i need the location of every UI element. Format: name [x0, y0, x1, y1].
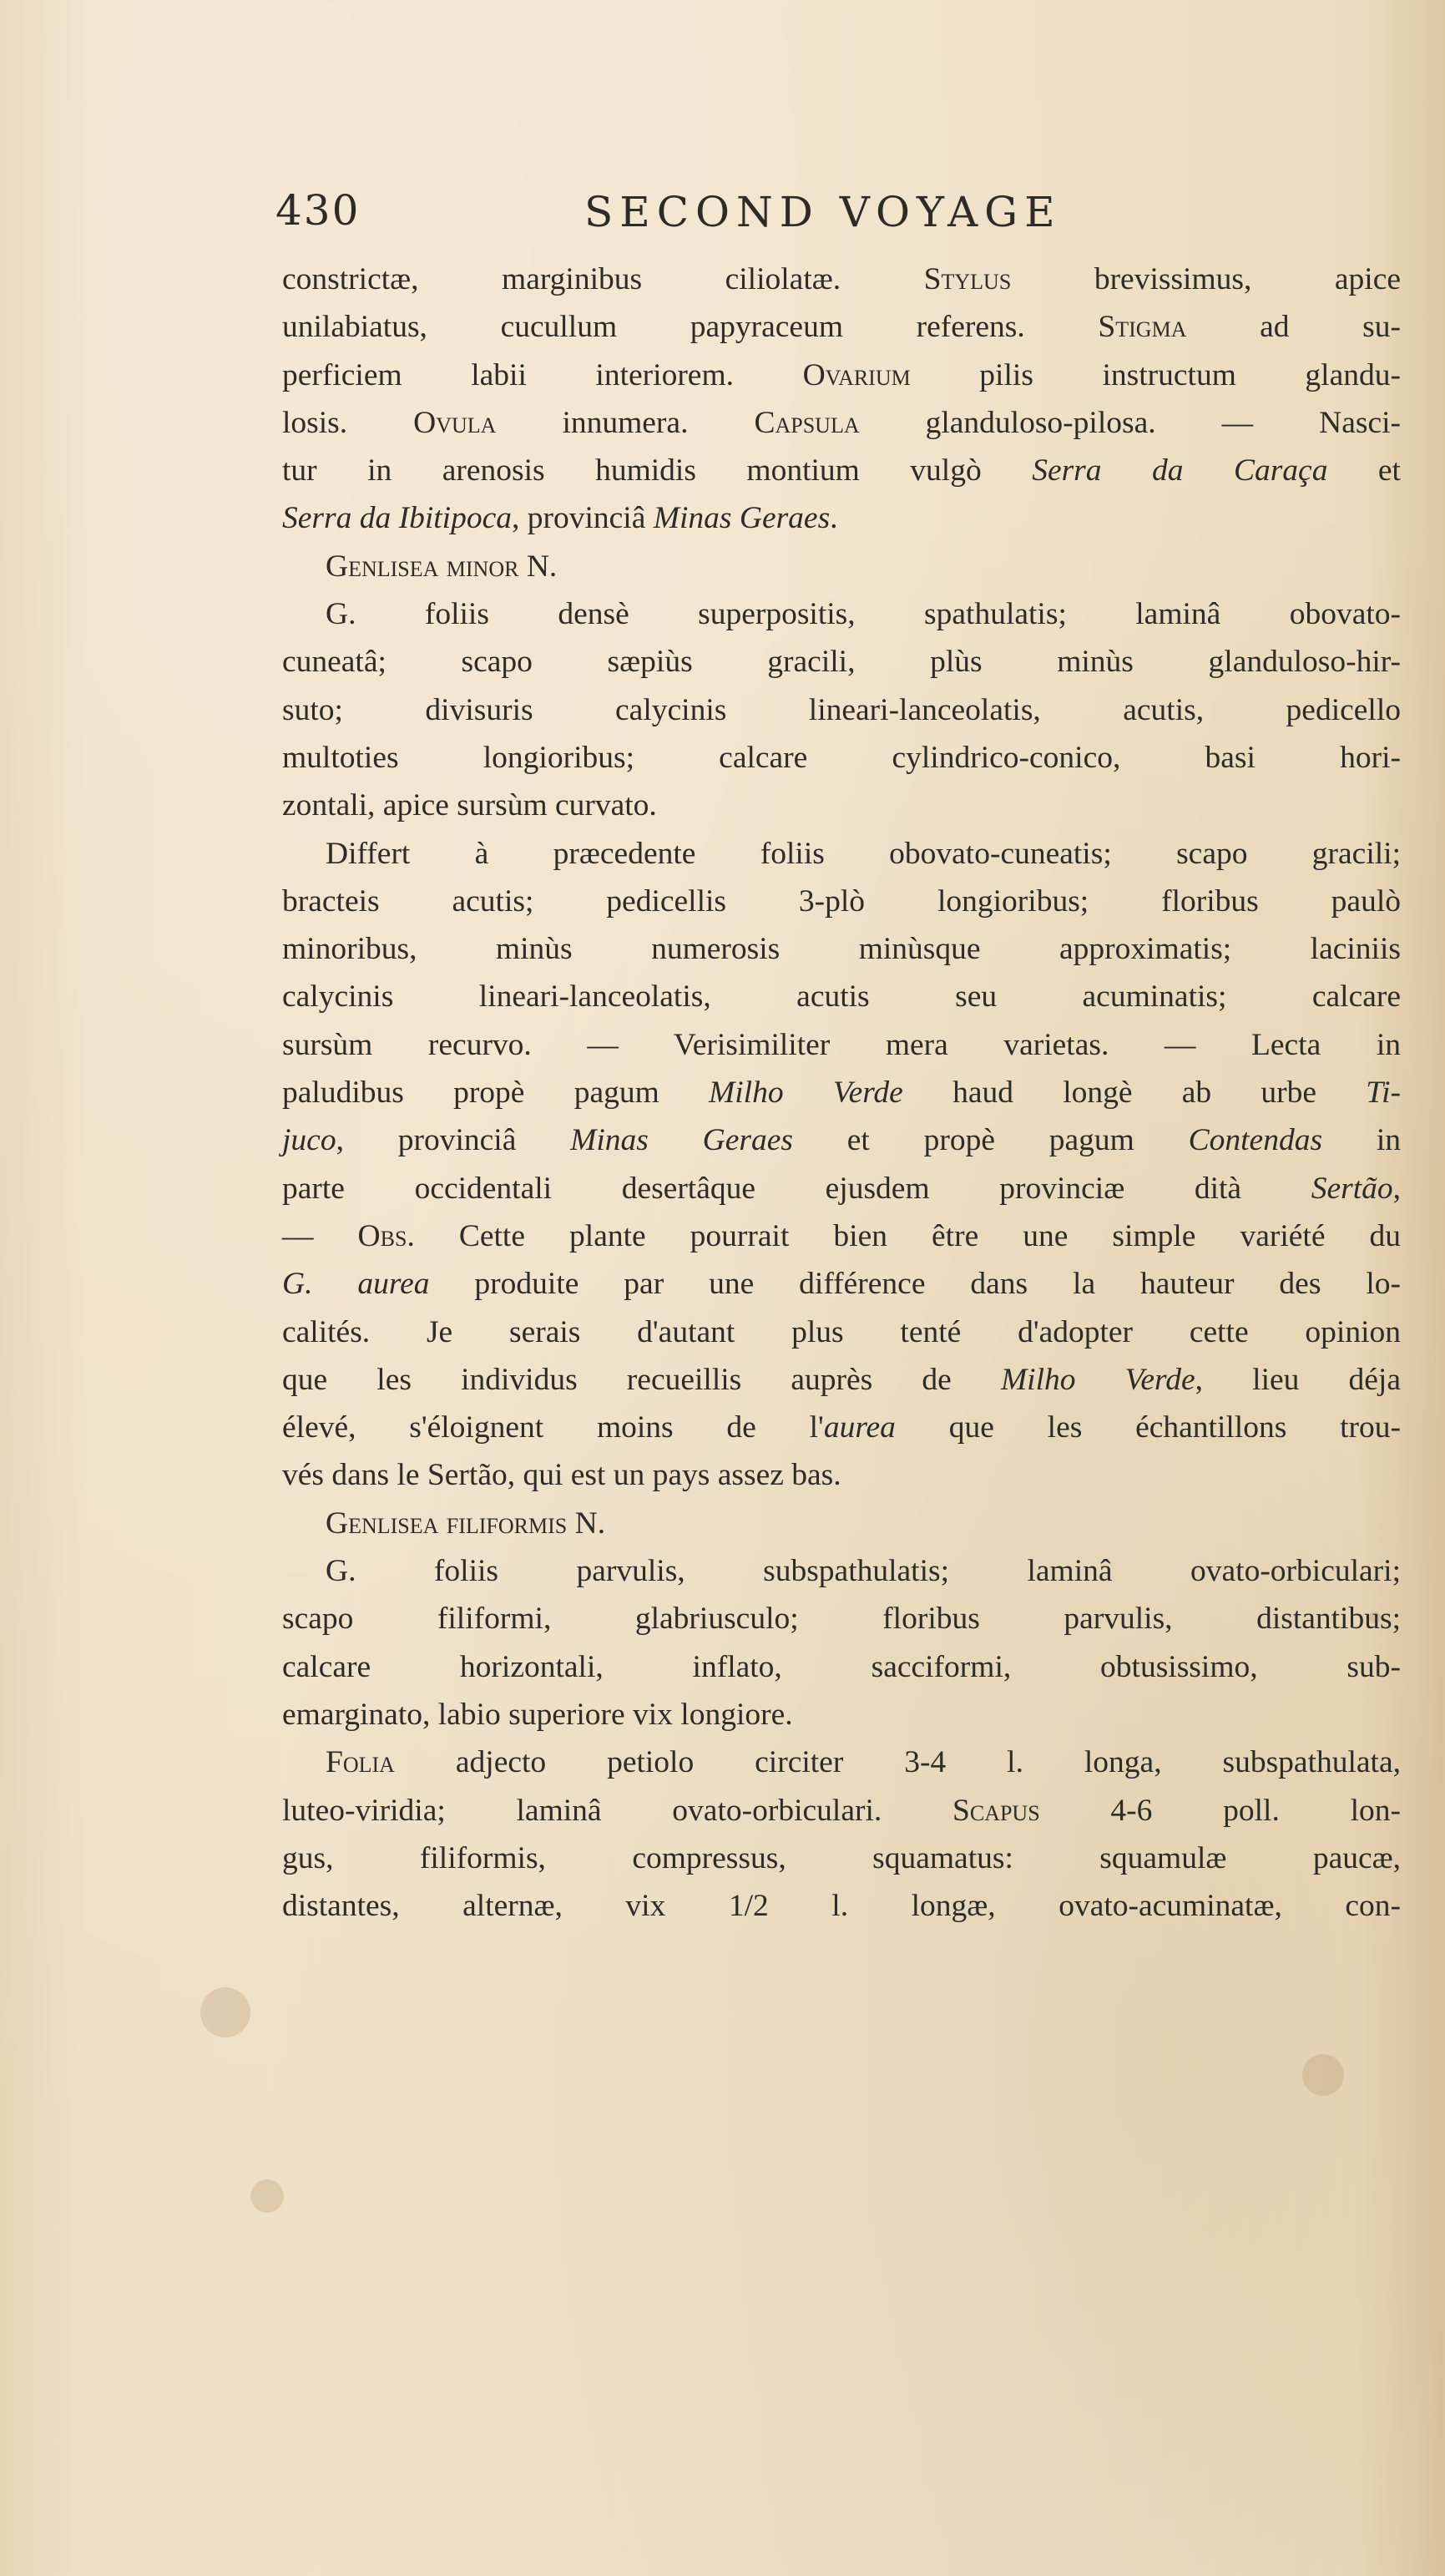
- text-segment: , provinciâ: [511, 501, 654, 536]
- italic-text: Serra da Ibitipoca: [282, 501, 512, 536]
- text-line: [282, 1356, 1401, 1404]
- text-segment: in: [1322, 1123, 1401, 1158]
- text-line: [282, 686, 1401, 734]
- text-segment: G. foliis parvulis, subspathulatis; laminâ ovato-orbiculari;: [326, 1554, 1401, 1589]
- text-segment: calités. Je serais d'autant plus tenté d'adopter cette opinion: [282, 1314, 1401, 1349]
- text-line: [282, 303, 1401, 351]
- small-caps-text: Genlisea minor: [326, 549, 519, 584]
- text-line: [282, 1738, 1401, 1786]
- text-segment: tur in arenosis humidis montium vulgò: [282, 453, 1033, 488]
- text-segment: ,: [1392, 1171, 1401, 1206]
- text-line: [282, 734, 1401, 782]
- text-segment: haud longè ab urbe: [902, 1075, 1367, 1111]
- small-caps-text: Genlisea filiformis: [326, 1506, 568, 1541]
- text-segment: paludibus propè pagum: [282, 1075, 710, 1111]
- text-line: [282, 1691, 1401, 1738]
- text-segment: cuneatâ; scapo sæpiùs gracili, plùs minùs glanduloso-hir-: [282, 645, 1401, 680]
- paper-stain: [1302, 2054, 1344, 2096]
- text-segment: perficiem labii interiorem.: [282, 357, 803, 392]
- text-segment: N.: [567, 1506, 606, 1541]
- text-segment: vés dans le Sertão, qui est un pays assez bas.: [282, 1458, 841, 1493]
- text-segment: gus, filiformis, compressus, squamatus: squamulæ paucæ,: [282, 1840, 1401, 1875]
- page-number: 430: [275, 186, 361, 235]
- text-line: [282, 1021, 1401, 1069]
- text-segment: suto; divisuris calycinis lineari-lanceolatis, acutis, pedicello: [282, 692, 1401, 727]
- text-segment: .: [830, 501, 838, 536]
- small-caps-text: Ovarium: [802, 357, 911, 392]
- text-segment: bracteis acutis; pedicellis 3-plò longioribus; floribus paulò: [282, 883, 1401, 919]
- text-line: [282, 1069, 1401, 1116]
- text-segment: scapo filiformi, glabriusculo; floribus parvulis, distantibus;: [282, 1602, 1401, 1637]
- text-line: [282, 638, 1401, 686]
- italic-text: Serra da Caraça: [1032, 453, 1328, 488]
- paper-stain: [250, 2179, 284, 2213]
- text-line: [282, 1404, 1401, 1451]
- text-line: [282, 543, 1401, 590]
- text-segment: distantes, alternæ, vix 1/2 l. longæ, ovato-acuminatæ, con-: [282, 1889, 1401, 1924]
- text-segment: glanduloso-pilosa. — Nasci-: [859, 405, 1401, 440]
- text-segment: et: [1327, 453, 1401, 488]
- text-line: [282, 1260, 1401, 1308]
- text-line: [282, 1165, 1401, 1212]
- text-segment: calycinis lineari-lanceolatis, acutis seu acuminatis; calcare: [282, 979, 1401, 1015]
- text-line: [282, 973, 1401, 1020]
- italic-text: aurea: [823, 1410, 896, 1445]
- text-line: [282, 1451, 1401, 1499]
- text-segment: parte occidentali desertâque ejusdem provinciæ dità: [282, 1171, 1311, 1206]
- small-caps-text: Ovula: [413, 405, 497, 440]
- page-header: [275, 180, 1127, 246]
- text-line: [282, 1882, 1401, 1930]
- text-segment: . Cette plante pourrait bien être une simple variété du: [407, 1218, 1401, 1253]
- text-line: [282, 399, 1401, 447]
- text-segment: que les individus recueillis auprès de: [282, 1362, 1001, 1397]
- text-segment: unilabiatus, cucullum papyraceum referens.: [282, 310, 1099, 345]
- text-line: [282, 1547, 1401, 1595]
- text-line: [282, 590, 1401, 638]
- text-line: [282, 352, 1401, 399]
- text-segment: emarginato, labio superiore vix longiore.: [282, 1697, 793, 1732]
- text-segment: innumera.: [496, 405, 755, 440]
- italic-text: juco: [282, 1123, 336, 1158]
- text-segment: et propè pagum: [792, 1123, 1189, 1158]
- text-segment: sursùm recurvo. — Verisimiliter mera varietas. — Lecta in: [282, 1027, 1401, 1062]
- text-segment: luteo-viridia; laminâ ovato-orbiculari.: [282, 1793, 952, 1828]
- text-segment: élevé, s'éloignent moins de l': [282, 1410, 824, 1445]
- text-line: [282, 1595, 1401, 1642]
- text-segment: minoribus, minùs numerosis minùsque approximatis; laciniis: [282, 932, 1401, 967]
- text-line: [282, 1787, 1401, 1835]
- text-segment: que les échantillons trou-: [895, 1410, 1401, 1445]
- italic-text: G. aurea: [282, 1267, 430, 1302]
- text-segment: pilis instructum glandu-: [910, 357, 1401, 392]
- text-segment: G. foliis densè superpositis, spathulatis; laminâ obovato-: [326, 597, 1401, 632]
- text-segment: , lieu déja: [1195, 1362, 1401, 1397]
- text-segment: zontali, apice sursùm curvato.: [282, 788, 657, 823]
- small-caps-text: Scapus: [952, 1793, 1040, 1828]
- text-line: [282, 447, 1401, 494]
- paper-stain: [200, 1987, 250, 2037]
- text-segment: adjecto petiolo circiter 3-4 l. longa, subspathulata,: [394, 1745, 1401, 1780]
- text-line: [282, 1643, 1401, 1691]
- text-segment: Differt à præcedente foliis obovato-cuneatis; scapo gracili;: [326, 836, 1401, 871]
- text-line: [282, 1308, 1401, 1356]
- text-segment: brevissimus, apice: [1011, 262, 1401, 296]
- text-segment: ad su-: [1186, 310, 1401, 345]
- small-caps-text: Stigma: [1098, 310, 1187, 345]
- italic-text: Minas Geraes: [653, 501, 831, 536]
- italic-text: Milho Verde: [1000, 1362, 1195, 1397]
- text-line: [282, 1116, 1401, 1164]
- italic-text: Minas Geraes: [570, 1123, 793, 1158]
- text-segment: calcare horizontali, inflato, sacciformi, obtusissimo, sub-: [282, 1649, 1401, 1684]
- text-segment: constrictæ, marginibus ciliolatæ.: [282, 262, 924, 296]
- text-segment: N.: [518, 549, 558, 584]
- running-title: SECOND VOYAGE: [584, 188, 1062, 236]
- body-text: [282, 256, 1401, 1930]
- italic-text: Milho Verde: [709, 1075, 903, 1111]
- text-segment: , provinciâ: [336, 1123, 571, 1158]
- small-caps-text: Capsula: [754, 405, 860, 440]
- text-line: [282, 494, 1401, 542]
- text-line: [282, 1212, 1401, 1260]
- italic-text: Ti-: [1366, 1075, 1401, 1111]
- text-line: [282, 782, 1401, 829]
- italic-text: Sertão: [1311, 1171, 1393, 1206]
- text-segment: multoties longioribus; calcare cylindrico-conico, basi hori-: [282, 740, 1401, 775]
- text-line: [282, 256, 1401, 303]
- text-segment: —: [282, 1218, 358, 1253]
- text-segment: losis.: [282, 405, 414, 440]
- italic-text: Contendas: [1188, 1123, 1323, 1158]
- text-line: [282, 1835, 1401, 1882]
- text-line: [282, 1500, 1401, 1547]
- small-caps-text: Folia: [326, 1745, 395, 1780]
- small-caps-text: Obs: [357, 1218, 407, 1253]
- text-line: [282, 878, 1401, 925]
- text-segment: produite par une différence dans la hauteur des lo-: [429, 1267, 1401, 1302]
- text-segment: 4-6 poll. lon-: [1039, 1793, 1401, 1828]
- small-caps-text: Stylus: [923, 262, 1012, 296]
- text-line: [282, 830, 1401, 878]
- text-line: [282, 925, 1401, 973]
